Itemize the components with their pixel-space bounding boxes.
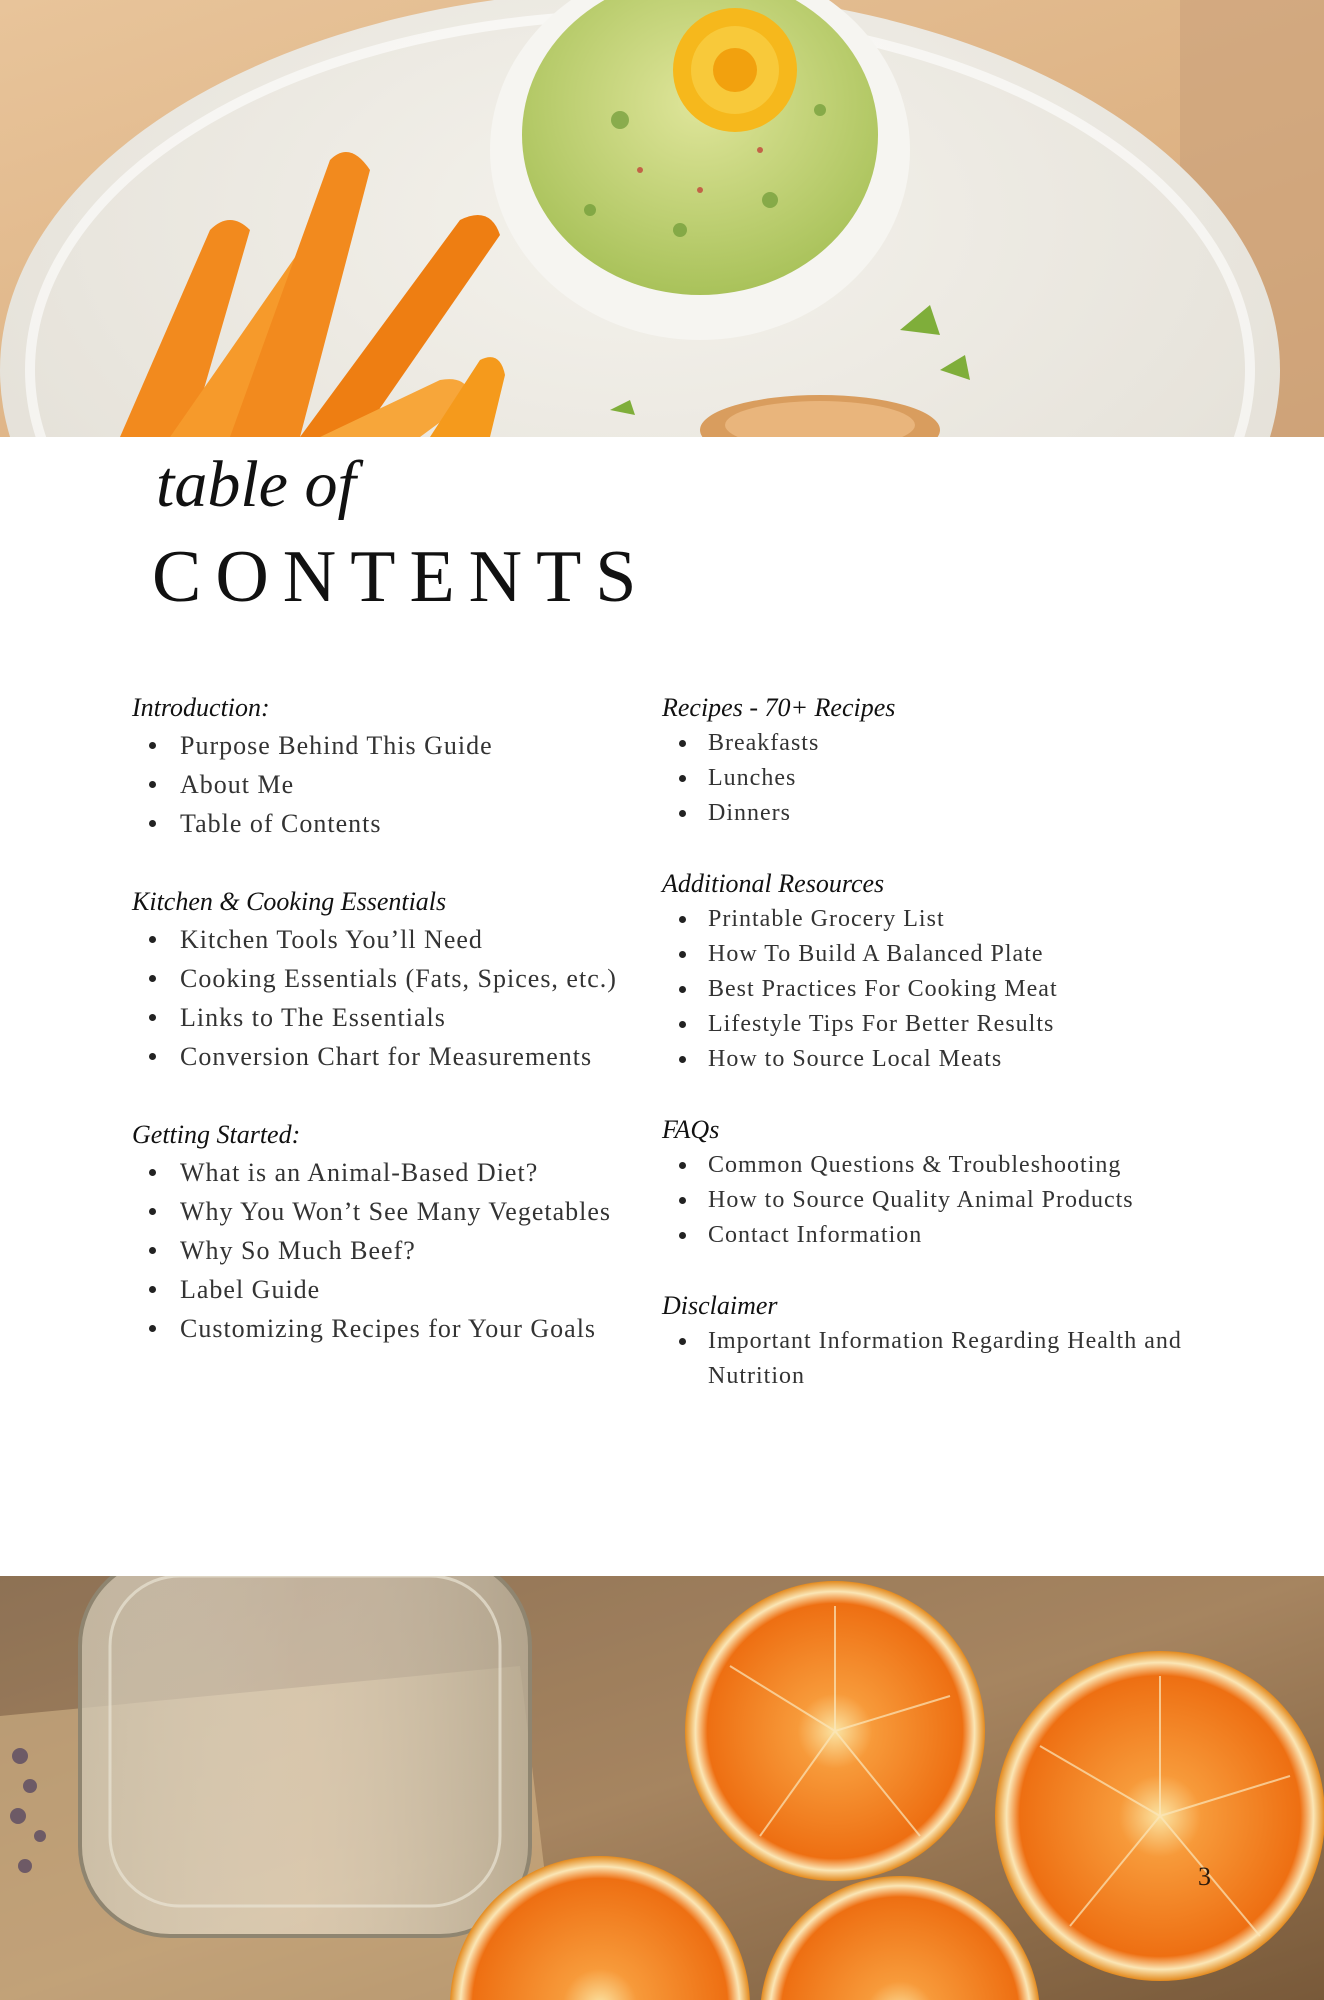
list-item: About Me bbox=[132, 765, 632, 804]
title-script: table of bbox=[156, 448, 356, 521]
list-item: Common Questions & Troubleshooting bbox=[662, 1148, 1222, 1183]
list-item: Printable Grocery List bbox=[662, 902, 1222, 937]
section-list bbox=[662, 726, 1222, 831]
list-item: Why You Won’t See Many Vegetables bbox=[132, 1192, 632, 1231]
list-item: Table of Contents bbox=[132, 804, 632, 843]
list-item: Breakfasts bbox=[662, 726, 1222, 761]
list-item: Label Guide bbox=[132, 1270, 632, 1309]
list-item: Why So Much Beef? bbox=[132, 1231, 632, 1270]
toc-right-column bbox=[662, 690, 1222, 1429]
toc-section bbox=[662, 1288, 1222, 1394]
list-item: Dinners bbox=[662, 796, 1222, 831]
toc-section bbox=[662, 690, 1222, 831]
toc-section bbox=[132, 884, 632, 1076]
section-list bbox=[132, 1153, 632, 1348]
list-item: Important Information Regarding Health and Nutrition bbox=[662, 1324, 1222, 1394]
toc-section bbox=[662, 866, 1222, 1077]
section-list bbox=[132, 920, 632, 1076]
list-item: Lunches bbox=[662, 761, 1222, 796]
list-item: Purpose Behind This Guide bbox=[132, 726, 632, 765]
section-list bbox=[662, 1324, 1222, 1394]
toc-section bbox=[132, 1117, 632, 1348]
section-list bbox=[662, 902, 1222, 1077]
list-item: Kitchen Tools You’ll Need bbox=[132, 920, 632, 959]
section-heading: FAQs bbox=[662, 1115, 720, 1144]
section-heading: Disclaimer bbox=[662, 1291, 778, 1320]
page-number: 3 bbox=[1198, 1862, 1211, 1891]
list-item: Links to The Essentials bbox=[132, 998, 632, 1037]
section-heading: Introduction: bbox=[132, 693, 270, 722]
list-item: Lifestyle Tips For Better Results bbox=[662, 1007, 1222, 1042]
list-item: What is an Animal-Based Diet? bbox=[132, 1153, 632, 1192]
list-item: How to Source Local Meats bbox=[662, 1042, 1222, 1077]
photo-guacamole-plate bbox=[0, 0, 1324, 437]
photo-oranges-jar bbox=[0, 1576, 1324, 2000]
list-item: How to Source Quality Animal Products bbox=[662, 1183, 1222, 1218]
section-list bbox=[662, 1148, 1222, 1253]
section-heading: Getting Started: bbox=[132, 1120, 301, 1149]
toc-section bbox=[132, 690, 632, 843]
list-item: How To Build A Balanced Plate bbox=[662, 937, 1222, 972]
title-block bbox=[152, 448, 651, 618]
list-item: Best Practices For Cooking Meat bbox=[662, 972, 1222, 1007]
section-list bbox=[132, 726, 632, 843]
section-heading: Kitchen & Cooking Essentials bbox=[132, 887, 447, 916]
toc-section bbox=[662, 1112, 1222, 1253]
title-heading: CONTENTS bbox=[152, 536, 651, 618]
list-item: Customizing Recipes for Your Goals bbox=[132, 1309, 632, 1348]
list-item: Cooking Essentials (Fats, Spices, etc.) bbox=[132, 959, 632, 998]
list-item: Conversion Chart for Measurements bbox=[132, 1037, 632, 1076]
section-heading: Additional Resources bbox=[662, 869, 885, 898]
list-item: Contact Information bbox=[662, 1218, 1222, 1253]
section-heading: Recipes - 70+ Recipes bbox=[662, 693, 896, 722]
toc-left-column bbox=[132, 690, 632, 1389]
